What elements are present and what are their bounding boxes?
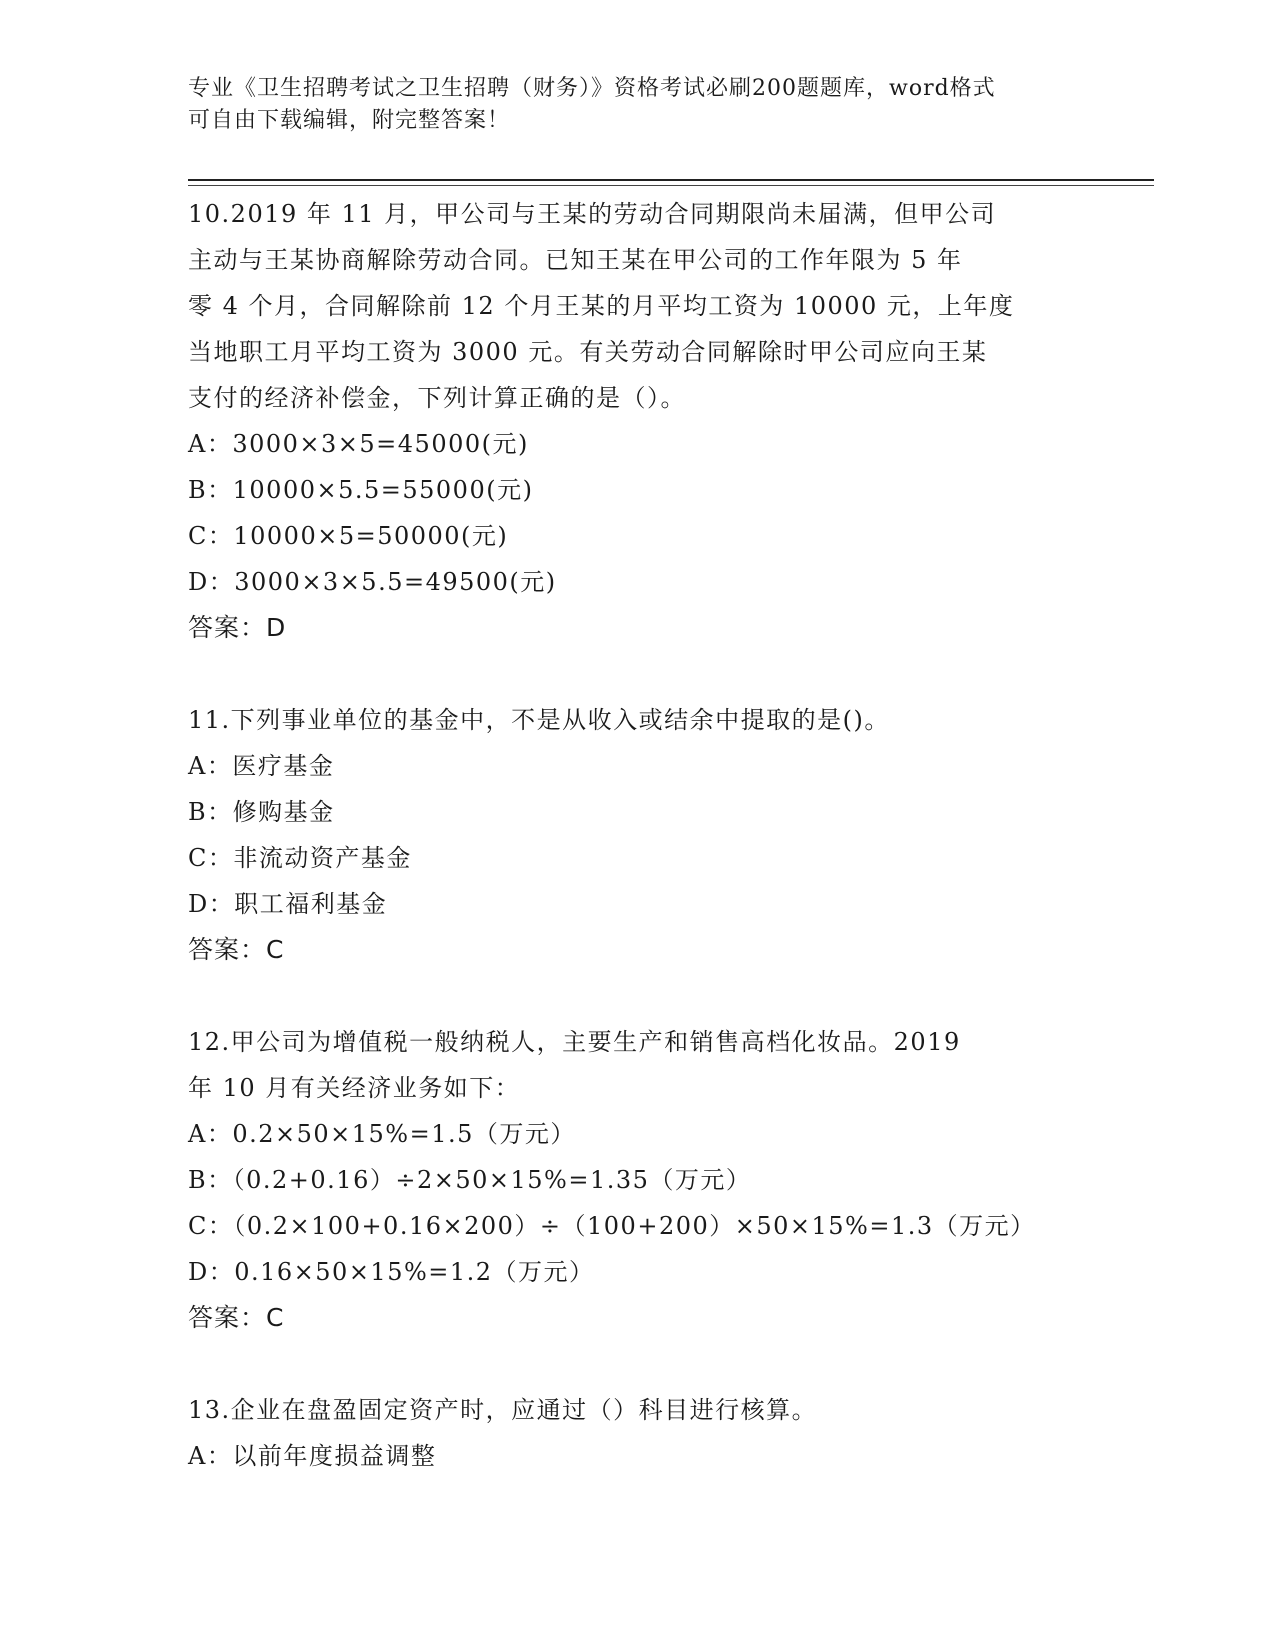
answer-line: 答案：D [188, 613, 287, 642]
header-line-1: 专业《卫生招聘考试之卫生招聘（财务）》资格考试必刷200题题库，word格式 [188, 76, 996, 101]
option-d: D：0.16×50×15%=1.2（万元） [188, 1258, 595, 1286]
question-spacer [188, 651, 1088, 697]
question-list [188, 191, 1088, 1479]
question-stem-line: 当地职工月平均工资为 3000 元。有关劳动合同解除时甲公司应向王某 [188, 338, 988, 366]
question-stem-line: 12.甲公司为增值税一般纳税人，主要生产和销售高档化妆品。2019 [188, 1028, 961, 1056]
option-c: C：10000×5=50000(元) [188, 522, 509, 550]
option-a: A：医疗基金 [188, 752, 335, 780]
question-stem-line: 主动与王某协商解除劳动合同。已知王某在甲公司的工作年限为 5 年 [188, 246, 963, 274]
option-a: A：0.2×50×15%=1.5（万元） [188, 1120, 576, 1148]
question-stem-line: 年 10 月有关经济业务如下： [188, 1074, 521, 1102]
question-stem-line: 11.下列事业单位的基金中，不是从收入或结余中提取的是()。 [188, 706, 890, 734]
option-c: C：非流动资产基金 [188, 844, 412, 872]
question-11 [188, 697, 1088, 973]
option-d: D：3000×3×5.5=49500(元) [188, 568, 557, 596]
question-12 [188, 1019, 1088, 1341]
header-line-2: 可自由下载编辑，附完整答案！ [188, 108, 511, 133]
header-divider-thick [188, 179, 1154, 181]
option-a: A：3000×3×5=45000(元) [188, 430, 529, 458]
answer-line: 答案：C [188, 935, 285, 964]
question-13 [188, 1387, 1088, 1479]
document-header [188, 73, 1088, 137]
answer-line: 答案：C [188, 1303, 285, 1332]
question-spacer [188, 1341, 1088, 1387]
question-stem-line: 零 4 个月，合同解除前 12 个月王某的月平均工资为 10000 元，上年度 [188, 292, 1015, 320]
option-b: B：（0.2+0.16）÷2×50×15%=1.35（万元） [188, 1166, 752, 1194]
question-10 [188, 191, 1088, 651]
question-spacer [188, 973, 1088, 1019]
header-divider-thin [188, 185, 1154, 186]
option-a: A：以前年度损益调整 [188, 1442, 437, 1470]
option-d: D：职工福利基金 [188, 890, 388, 918]
option-c: C：（0.2×100+0.16×200）÷（100+200）×50×15%=1.3（万元） [188, 1212, 1036, 1240]
question-stem-line: 支付的经济补偿金，下列计算正确的是（）。 [188, 384, 686, 412]
option-b: B：修购基金 [188, 798, 335, 826]
question-stem-line: 13.企业在盘盈固定资产时，应通过（）科目进行核算。 [188, 1396, 818, 1424]
option-b: B：10000×5.5=55000(元) [188, 476, 534, 504]
question-stem-line: 10.2019 年 11 月，甲公司与王某的劳动合同期限尚未届满，但甲公司 [188, 200, 997, 228]
